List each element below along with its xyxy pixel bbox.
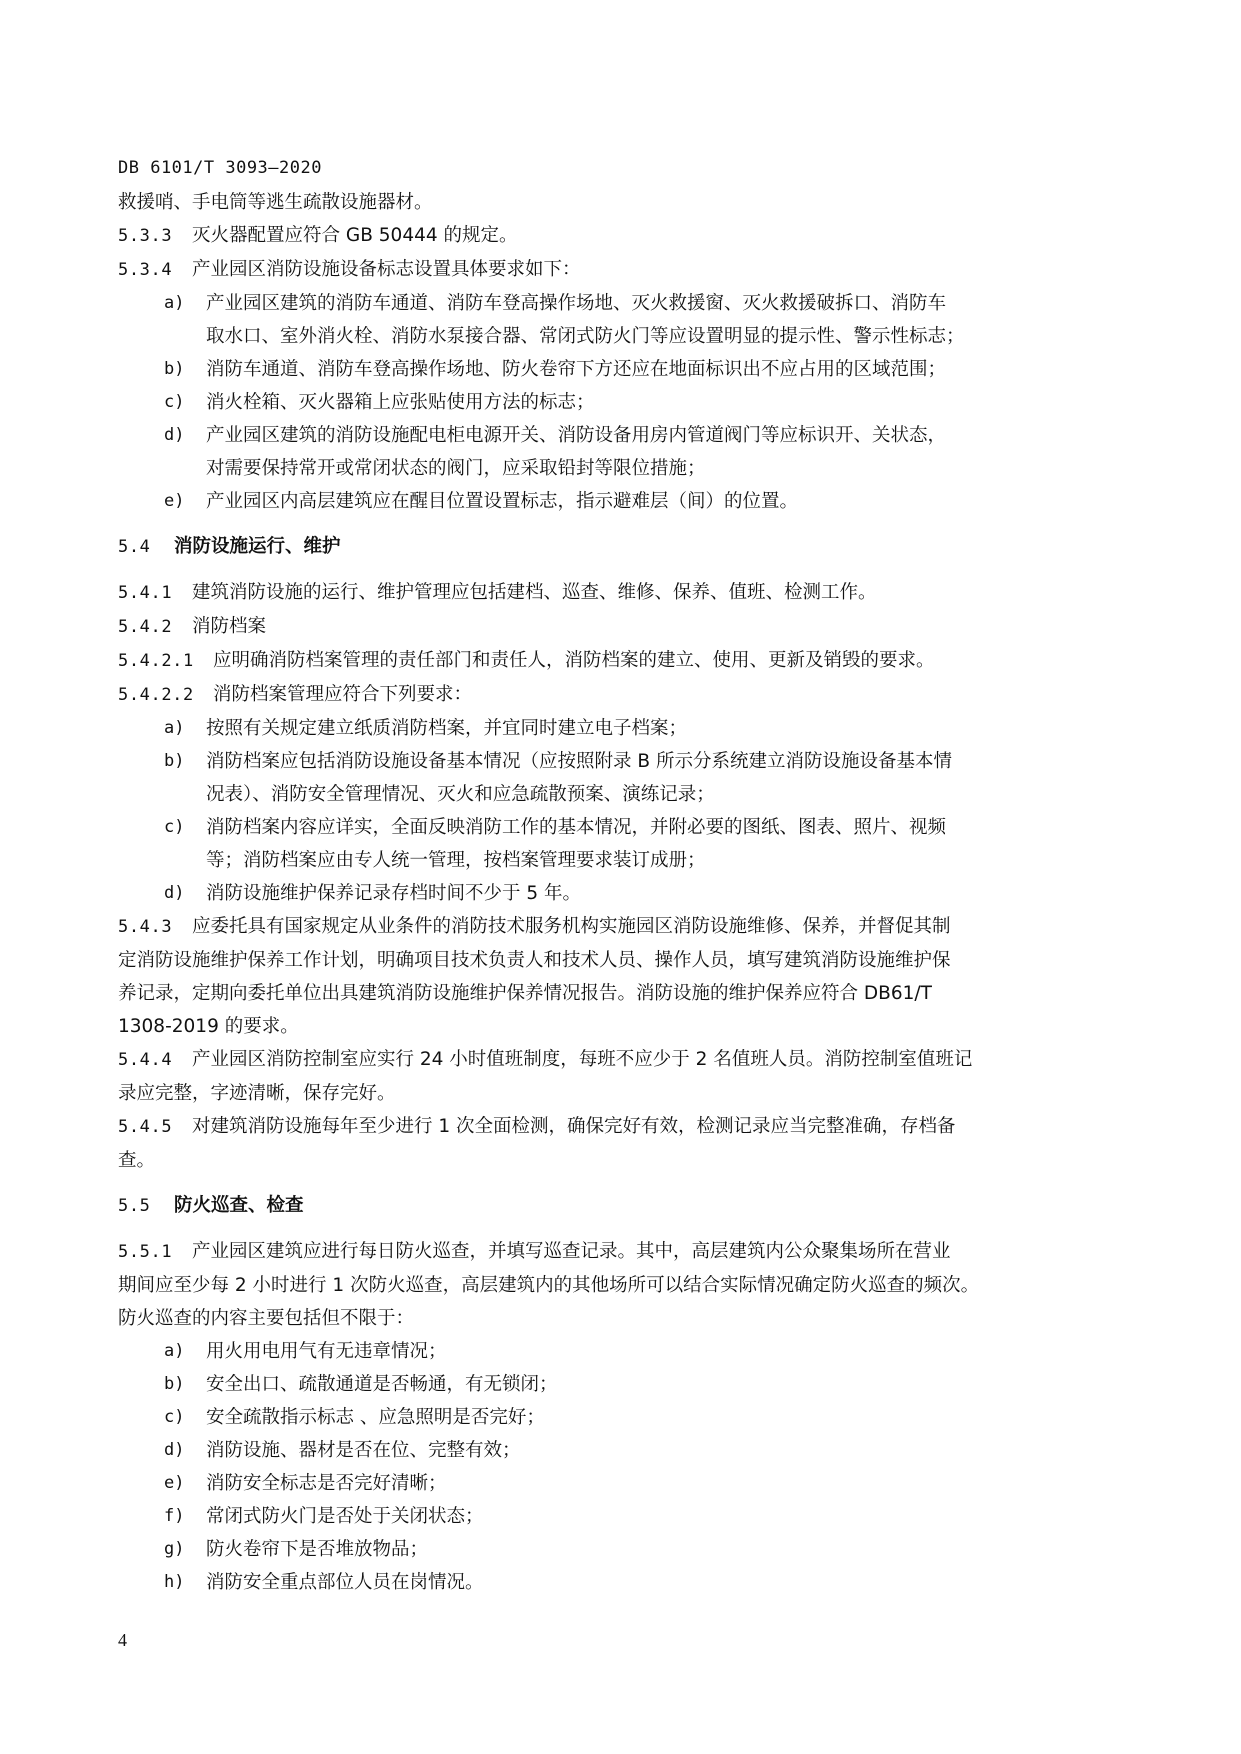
section-title: 防火巡查、检查 [174,1195,304,1216]
list-text: 等；消防档案应由专人统一管理，按档案管理要求装订成册； [206,850,706,871]
list-text: 按照有关规定建立纸质消防档案，并宜同时建立电子档案； [206,718,688,739]
clause-5-3-3 [118,219,1098,253]
clause-5-4-5 [118,1110,1098,1177]
page-number: 4 [118,1630,127,1650]
list-text: 产业园区建筑的消防车通道、消防车登高操作场地、灭火救援窗、灭火救援破拆口、消防车 [206,293,947,314]
list-item [118,1533,1098,1566]
clause-5-4-1 [118,576,1098,610]
list-item [118,1467,1098,1500]
list-text: 安全出口、疏散通道是否畅通，有无锁闭； [206,1374,558,1395]
document-body [118,186,1098,1599]
clause-number: 5.4.1 [118,583,173,603]
list-label: a) [164,718,185,738]
clause-text: 消防档案 [192,616,267,637]
section-title: 消防设施运行、维护 [174,536,341,557]
clause-text: 应明确消防档案管理的责任部门和责任人，消防档案的建立、使用、更新及销毁的要求。 [213,650,935,671]
list-text: 况表）、消防安全管理情况、灭火和应急疏散预案、演练记录； [206,784,715,805]
clause-text: 灭火器配置应符合 GB 50444 的规定。 [192,225,518,246]
list-label: b) [164,359,185,379]
list-item [118,712,1098,745]
clause-5-4-4 [118,1043,1098,1110]
list-text: 消火栓箱、灭火器箱上应张贴使用方法的标志； [206,392,595,413]
list-item [118,287,1098,353]
list-item [118,485,1098,518]
section-number: 5.5 [118,1196,151,1216]
list-label: d) [164,883,185,903]
list-text: 消防档案应包括消防设施设备基本情况（应按照附录 B 所示分系统建立消防设施设备基本情 [206,751,952,772]
section-heading-5-5 [118,1189,1098,1223]
list-text: 产业园区建筑的消防设施配电柜电源开关、消防设备用房内管道阀门等应标识开、关状态， [206,425,947,446]
list-item [118,1500,1098,1533]
clause-text: 期间应至少每 2 小时进行 1 次防火巡查，高层建筑内的其他场所可以结合实际情况确定防火巡查的频次。 [118,1275,980,1296]
section-heading-5-4 [118,530,1098,564]
list-text: 消防安全标志是否完好清晰； [206,1473,447,1494]
clause-text: 录应完整，字迹清晰，保存完好。 [118,1083,396,1104]
clause-text: 建筑消防设施的运行、维护管理应包括建档、巡查、维修、保养、值班、检测工作。 [192,582,877,603]
clause-5-3-4 [118,253,1098,287]
clause-number: 5.4.5 [118,1117,173,1137]
list-label: d) [164,425,185,445]
list-label: e) [164,1473,185,1493]
clause-text: 定消防设施维护保养工作计划，明确项目技术负责人和技术人员、操作人员，填写建筑消防设施维护保 [118,950,951,971]
clause-text: 产业园区建筑应进行每日防火巡查，并填写巡查记录。其中，高层建筑内公众聚集场所在营业 [192,1241,951,1262]
list-item [118,419,1098,485]
list-item [118,353,1098,386]
list-text: 消防车通道、消防车登高操作场地、防火卷帘下方还应在地面标识出不应占用的区域范围； [206,359,947,380]
clause-text: 查。 [118,1150,156,1171]
clause-number: 5.4.2 [118,617,173,637]
clause-text: 防火巡查的内容主要包括但不限于： [118,1308,415,1329]
list-text: 对需要保持常开或常闭状态的阀门，应采取铅封等限位措施； [206,458,706,479]
list-item [118,1368,1098,1401]
list-label: f) [164,1506,185,1526]
clause-number: 5.4.3 [118,917,173,937]
list-item [118,745,1098,811]
list-item [118,877,1098,910]
list-label: h) [164,1572,185,1592]
clause-number: 5.4.2.1 [118,651,194,671]
list-text: 安全疏散指示标志 、应急照明是否完好； [206,1407,545,1428]
clause-5-4-2 [118,610,1098,644]
clause-number: 5.5.1 [118,1242,173,1262]
list-text: 防火卷帘下是否堆放物品； [206,1539,429,1560]
clause-text: 消防档案管理应符合下列要求： [213,684,473,705]
clause-5-5-1 [118,1235,1098,1335]
list-label: b) [164,751,185,771]
list-text: 消防安全重点部位人员在岗情况。 [206,1572,484,1593]
clause-number: 5.4.4 [118,1050,173,1070]
clause-text: 1308-2019 的要求。 [118,1016,299,1037]
list-item [118,1566,1098,1599]
clause-number: 5.3.4 [118,260,173,280]
list-item [118,1401,1098,1434]
list-item [118,386,1098,419]
list-text: 消防档案内容应详实，全面反映消防工作的基本情况，并附必要的图纸、图表、照片、视频 [206,817,947,838]
continued-text: 救援哨、手电筒等逃生疏散设施器材。 [118,192,433,213]
list-label: e) [164,491,185,511]
clause-number: 5.3.3 [118,226,173,246]
list-text: 取水口、室外消火栓、消防水泵接合器、常闭式防火门等应设置明显的提示性、警示性标志； [206,326,965,347]
clause-text: 产业园区消防设施设备标志设置具体要求如下： [192,259,581,280]
clause-text: 对建筑消防设施每年至少进行 1 次全面检测，确保完好有效，检测记录应当完整准确，存档备 [192,1116,956,1137]
clause-5-4-3 [118,910,1098,1043]
list-label: a) [164,1341,185,1361]
clause-text: 产业园区消防控制室应实行 24 小时值班制度，每班不应少于 2 名值班人员。消防控制室值班记 [192,1049,973,1070]
list-item [118,1335,1098,1368]
list-text: 常闭式防火门是否处于关闭状态； [206,1506,484,1527]
list-label: g) [164,1539,185,1559]
clause-text: 养记录，定期向委托单位出具建筑消防设施维护保养情况报告。消防设施的维护保养应符合 DB61/T [118,983,932,1004]
clause-number: 5.4.2.2 [118,685,194,705]
list-label: b) [164,1374,185,1394]
list-text: 用火用电用气有无违章情况； [206,1341,447,1362]
document-code: DB 6101/T 3093—2020 [118,158,322,178]
clause-text: 应委托具有国家规定从业条件的消防技术服务机构实施园区消防设施维修、保养，并督促其制 [192,916,951,937]
clause-5-4-2-1 [118,644,1098,678]
list-text: 消防设施、器材是否在位、完整有效； [206,1440,521,1461]
clause-5-4-2-2 [118,678,1098,712]
list-label: c) [164,1407,185,1427]
list-text: 产业园区内高层建筑应在醒目位置设置标志，指示避难层（间）的位置。 [206,491,799,512]
list-label: a) [164,293,185,313]
list-item [118,1434,1098,1467]
list-text: 消防设施维护保养记录存档时间不少于 5 年。 [206,883,582,904]
list-item [118,811,1098,877]
list-label: c) [164,392,185,412]
list-label: d) [164,1440,185,1460]
section-number: 5.4 [118,537,151,557]
list-label: c) [164,817,185,837]
